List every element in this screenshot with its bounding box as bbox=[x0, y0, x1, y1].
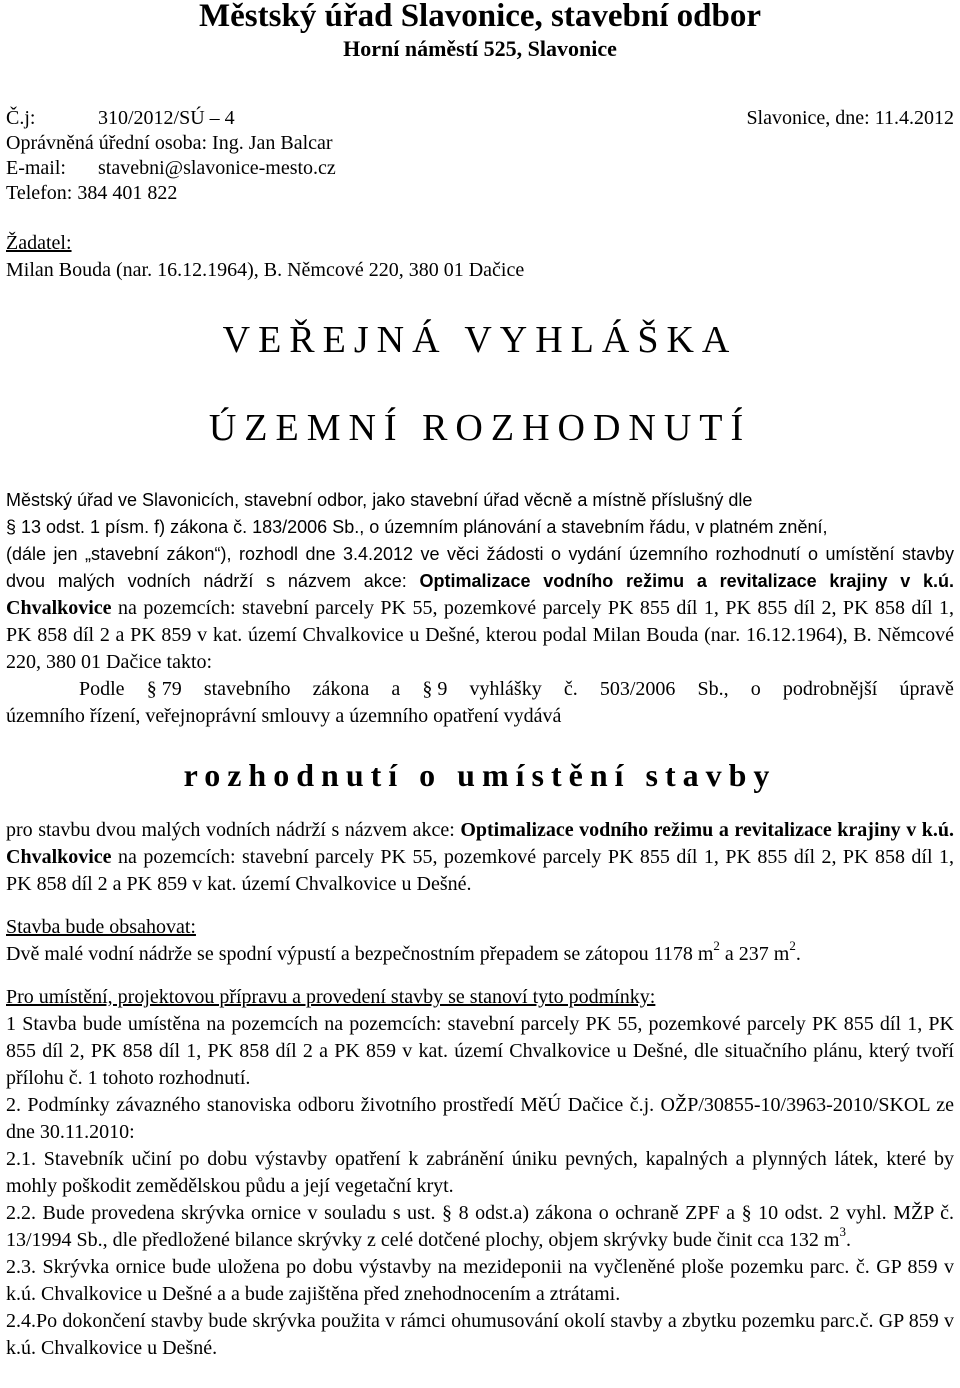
basis-word: zákona bbox=[312, 678, 370, 700]
condition-2: 2. Podmínky závazného stanoviska odboru životního prostředí MěÚ Dačice č.j. OŽP/30855-10/3963-2010/SKOL ze dne 30.11.2010: bbox=[6, 1094, 954, 1143]
reference-label: Č.j: bbox=[6, 107, 36, 129]
contents-text-a: Dvě malé vodní nádrže se spodní výpustí a bezpečnostním přepadem se zátopou 1178 m bbox=[6, 943, 714, 965]
meta-block bbox=[6, 106, 954, 206]
condition-1: 1 Stavba bude umístěna na pozemcích na pozemcích: stavební parcely PK 55, pozemkové parcely PK 855 díl 1, PK 855 díl 2, PK 858 díl 1, PK 858 díl 2 a PK 859 v kat. území Chvalkovice u Dešné, dle situačního plánu, který tvoří přílohu č. 1 tohoto rozhodnutí. bbox=[6, 1013, 954, 1089]
conditions-heading: Pro umístění, projektovou přípravu a provedení stavby se stanoví tyto podmínky: bbox=[6, 986, 656, 1008]
basis-word: č. bbox=[563, 678, 578, 700]
basis-word: stavebního bbox=[203, 678, 291, 700]
legal-basis-line bbox=[6, 676, 954, 703]
issue-date: Slavonice, dne: 11.4.2012 bbox=[746, 107, 954, 129]
basis-word: vyhlášky bbox=[469, 678, 542, 700]
contents-text-b: a 237 m bbox=[719, 943, 790, 965]
official-person: Oprávněná úřední osoba: Ing. Jan Balcar bbox=[6, 132, 333, 154]
reference-row bbox=[6, 106, 954, 131]
basis-word: § 79 bbox=[146, 678, 182, 700]
basis-word: a bbox=[391, 678, 401, 700]
condition-2-2 bbox=[6, 1200, 954, 1254]
contents-text bbox=[6, 938, 954, 968]
superscript: 2 bbox=[789, 938, 796, 954]
office-title: Městský úřad Slavonice, stavební odbor bbox=[199, 0, 761, 34]
condition-2-3: 2.3. Skrývka ornice bude uložena po dobu výstavby na mezideponii na vyčleněné ploše pozemku parc. č. GP 859 v k.ú. Chvalkovice u Dešné a a bude zajištěna před znehodnocením a ztrátami. bbox=[6, 1256, 954, 1305]
reference-number bbox=[6, 106, 235, 131]
applicant-block bbox=[6, 230, 954, 284]
intro-section bbox=[6, 487, 954, 676]
decision-project-name: Optimalizace vodního režimu a revitalizace krajiny v k.ú. Chvalkovice bbox=[6, 819, 954, 868]
intro-line-1: Městský úřad ve Slavonicích, stavební odbor, jako stavební úřad věcně a místně příslušný dle bbox=[6, 490, 753, 510]
superscript: 2 bbox=[713, 938, 720, 954]
conditions-section bbox=[6, 984, 954, 1362]
decision-paragraph bbox=[6, 817, 954, 898]
basis-word: 503/2006 bbox=[599, 678, 676, 700]
basis-word: § 9 bbox=[422, 678, 448, 700]
intro-text: (dále jen „stavební zákon“), rozhodl dne 3.4.2012 ve věci žádosti o vydání územního rozhodnutí o umístění stavby dvou malých vodních nádrží s názvem akce: bbox=[6, 544, 954, 591]
applicant-label: Žadatel: bbox=[6, 232, 72, 254]
condition-2-2-end: . bbox=[845, 1229, 851, 1251]
basis-word: Podle bbox=[79, 678, 125, 700]
email-row bbox=[6, 156, 954, 181]
phone-row: Telefon: 384 401 822 bbox=[6, 182, 178, 204]
email-value: stavebni@slavonice-mesto.cz bbox=[98, 157, 336, 179]
superscript: 3 bbox=[839, 1224, 846, 1240]
basis-word: podrobnější bbox=[782, 678, 878, 700]
document-page bbox=[6, 0, 954, 1362]
condition-2-1: 2.1. Stavebník učiní po dobu výstavby opatření k zabránění úniku pevných, kapalných a plynných látek, které by mohly poškodit zemědělskou půdu a její vegetační kryt. bbox=[6, 1148, 954, 1197]
condition-2-4: 2.4.Po dokončení stavby bude skrývka použita v rámci ohumusování okolí stavby a zbytku pozemku parc.č. GP 859 v k.ú. Chvalkovice u Dešné. bbox=[6, 1310, 954, 1359]
placement-decision-heading: rozhodnutí o umístění stavby bbox=[183, 757, 777, 793]
contents-text-c: . bbox=[795, 943, 801, 965]
contents-heading: Stavba bude obsahovat: bbox=[6, 916, 196, 938]
basis-word: o bbox=[750, 678, 761, 700]
basis-word: úpravě bbox=[899, 678, 954, 700]
applicant-text: Milan Bouda (nar. 16.12.1964), B. Němcové 220, 380 01 Dačice bbox=[6, 259, 525, 281]
decision-text: pro stavbu dvou malých vodních nádrží s názvem akce: bbox=[6, 819, 461, 841]
intro-tail: na pozemcích: stavební parcely PK 55, pozemkové parcely PK 855 díl 1, PK 855 díl 2, PK 858 díl 1, PK 858 díl 2 a PK 859 v kat. území Chvalkovice u Dešné, kterou podal Milan Bouda (nar. 16.12.1964), B. Němcové 220, 380 01 Dačice takto: bbox=[6, 597, 954, 673]
intro-project-name: Optimalizace vodního režimu a revitalizace krajiny v k.ú. bbox=[419, 571, 954, 591]
intro-locality-name: Chvalkovice bbox=[6, 597, 112, 619]
intro-paragraph bbox=[6, 541, 954, 676]
intro-line-2: § 13 odst. 1 písm. f) zákona č. 183/2006 Sb., o územním plánování a stavebním řádu, v platném znění, bbox=[6, 517, 828, 537]
legal-basis-line-2: územního řízení, veřejnoprávní smlouvy a územního opatření vydává bbox=[6, 705, 562, 727]
intro-locality bbox=[6, 597, 954, 673]
email-label: E-mail: bbox=[6, 157, 66, 179]
reference-value: 310/2012/SÚ – 4 bbox=[98, 107, 235, 129]
condition-2-2-text: 2.2. Bude provedena skrývka ornice v souladu s ust. § 8 odst.a) zákona o ochraně ZPF a § 10 odst. 2 vyhl. MŽP č. 13/1994 Sb., dle předložené bilance skrývky z celé dotčené plochy, objem skrývky bude činit cca 132 m bbox=[6, 1202, 954, 1251]
contents-section bbox=[6, 914, 954, 968]
zoning-decision-heading: ÚZEMNÍ ROZHODNUTÍ bbox=[208, 407, 752, 449]
office-address: Horní náměstí 525, Slavonice bbox=[343, 36, 617, 61]
decision-tail: na pozemcích: stavební parcely PK 55, pozemkové parcely PK 855 díl 1, PK 855 díl 2, PK 858 díl 1, PK 858 díl 2 a PK 859 v kat. území Chvalkovice u Dešné. bbox=[6, 846, 954, 895]
basis-word: Sb., bbox=[697, 678, 729, 700]
public-notice-heading: VEŘEJNÁ VYHLÁŠKA bbox=[222, 319, 738, 361]
